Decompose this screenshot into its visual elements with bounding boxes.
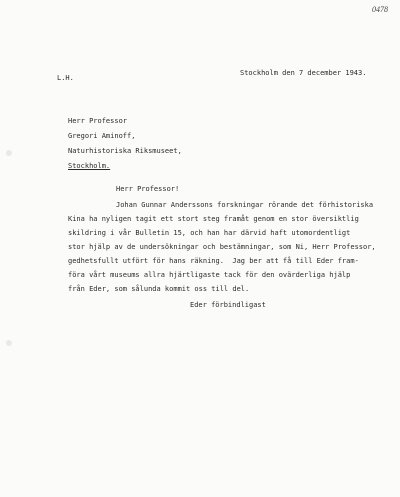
recipient-line-1: Herr Professor — [68, 117, 128, 125]
body-line: gedhetsfullt utfört för hans räkning. Jag ber att få till Eder fram- — [68, 257, 359, 265]
page-number: 0478 — [372, 5, 388, 14]
body-line: stor hjälp av de undersökningar och bestämningar, som Ni, Herr Professor, — [68, 243, 376, 251]
punch-hole-mark — [6, 150, 12, 156]
recipient-line-3: Naturhistoriska Riksmuseet, — [68, 147, 182, 155]
recipient-city: Stockholm. — [68, 162, 111, 170]
body-line: föra vårt museums allra hjärtligaste tack för den ovärderliga hjälp — [68, 271, 351, 279]
salutation: Herr Professor! — [116, 185, 180, 193]
body-line: Johan Gunnar Anderssons forskningar rörande det förhistoriska — [116, 201, 374, 209]
initials: L.H. — [57, 74, 74, 82]
body-line: Kina ha nyligen tagit ett stort steg framåt genom en stor översiktlig — [68, 215, 359, 223]
punch-hole-mark — [6, 340, 12, 346]
body-line: skildring i vår Bulletin 15, och han har därvid haft utomordentligt — [68, 229, 351, 237]
place-date: Stockholm den 7 december 1943. — [240, 69, 367, 77]
body-line: från Eder, som sålunda kommit oss till del. — [68, 285, 250, 293]
closing: Eder förbindligast — [190, 301, 266, 309]
recipient-line-2: Gregori Aminoff, — [68, 132, 136, 140]
